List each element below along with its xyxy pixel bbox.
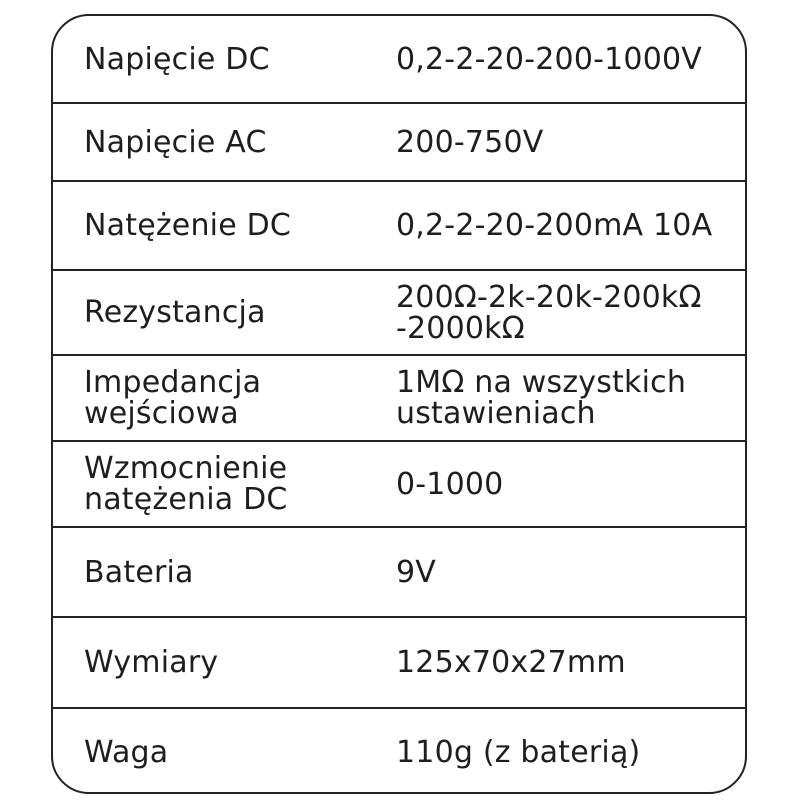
spec-value: 200-750V: [396, 124, 544, 160]
spec-row-dc-current: [53, 182, 745, 271]
spec-value: 110g (z baterią): [396, 735, 641, 770]
spec-value: 200Ω-2k-20k-200kΩ -2000kΩ: [396, 279, 702, 346]
spec-label: Rezystancja: [84, 295, 266, 330]
spec-label: Wymiary: [84, 645, 219, 680]
spec-label: Napięcie AC: [84, 124, 267, 160]
spec-label: Impedancja wejściowa: [84, 365, 262, 431]
spec-row-weight: [53, 709, 745, 794]
spec-value: 0-1000: [396, 466, 504, 502]
spec-label: Bateria: [84, 554, 194, 590]
spec-value: 1MΩ na wszystkich ustawieniach: [396, 365, 687, 431]
spec-value: 0,2-2-20-200mA 10A: [396, 208, 713, 243]
spec-label: Waga: [84, 735, 169, 770]
spec-label: Wzmocnienie natężenia DC: [84, 451, 288, 517]
spec-row-dc-gain: [53, 442, 745, 528]
spec-value: 0,2-2-20-200-1000V: [396, 41, 703, 77]
spec-value: 9V: [396, 554, 437, 590]
spec-row-battery: [53, 528, 745, 618]
spec-label: Natężenie DC: [84, 208, 292, 243]
spec-row-resistance: [53, 271, 745, 356]
spec-row-ac-voltage: [53, 104, 745, 182]
spec-table: [51, 14, 747, 794]
spec-label: Napięcie DC: [84, 41, 270, 77]
spec-value: 125x70x27mm: [396, 645, 626, 680]
spec-row-input-impedance: [53, 356, 745, 442]
spec-row-dc-voltage: [53, 16, 745, 104]
spec-row-dimensions: [53, 618, 745, 709]
